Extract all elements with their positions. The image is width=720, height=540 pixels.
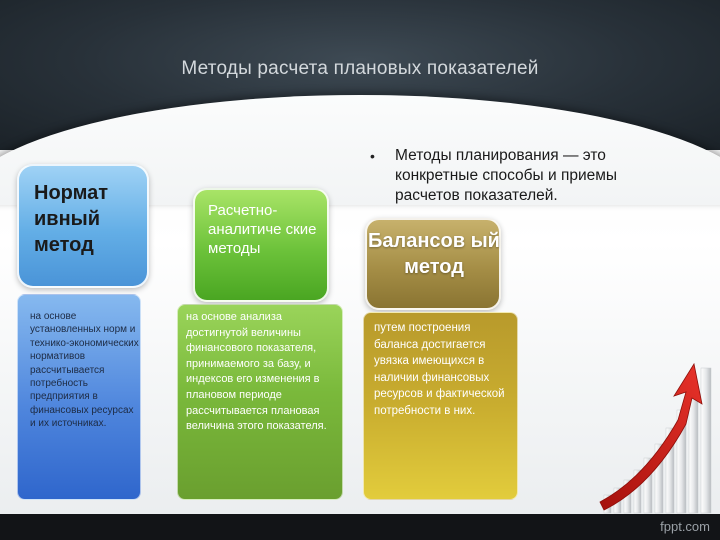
analytical-method-heading: Расчетно-аналитиче ские методы [208,202,317,257]
footer-brand: fppt.com [660,519,710,534]
balance-method-heading: Балансов ый метод [368,230,500,278]
normative-method-body: на основе установленных норм и технико-экономических нормативов рассчитывается потребность предприятия в финансовых ресурсах и их источниках. [30,311,139,430]
growth-chart-arrow-icon [590,360,720,515]
footer-band [0,514,720,540]
balance-method-body: путем построения баланса достигается увязка имеющихся в наличии финансовых ресурсов и фактической потребности в них. [374,322,505,417]
analytical-method-body: на основе анализа достигнутой величины финансового показателя, принимаемого за базу, и индексов его изменения в плановом периоде рассчитывается плановая величина этого показателя. [186,311,327,433]
normative-method-heading: Нормат ивный метод [34,182,109,256]
slide-title: Методы расчета плановых показателей [181,58,539,79]
bullet-marker: • [370,148,375,164]
bullet-text: Методы планирования — это конкретные способы и приемы расчетов показателей. [395,147,618,204]
